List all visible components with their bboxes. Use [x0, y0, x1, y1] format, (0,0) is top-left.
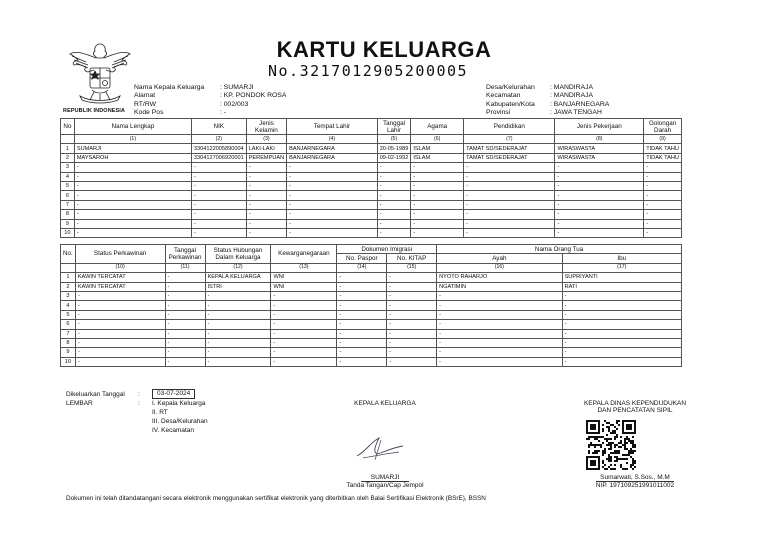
table-cell: -	[287, 181, 378, 190]
col-code: (16)	[437, 263, 562, 272]
table-cell: LAKI-LAKI	[246, 144, 286, 153]
table-cell: 3304127006920001	[191, 153, 246, 162]
table-cell: -	[337, 357, 387, 366]
lembar-item: III. Desa/Kelurahan	[152, 418, 208, 425]
table-cell: -	[555, 163, 644, 172]
issued-colon: :	[138, 390, 140, 398]
table-cell: -	[271, 291, 337, 300]
table-cell: -	[205, 338, 271, 347]
table-cell: 1	[61, 144, 75, 153]
field-value: : -	[220, 108, 227, 116]
table-cell: -	[411, 210, 464, 219]
table-cell: -	[555, 219, 644, 228]
table-cell: -	[271, 320, 337, 329]
table-cell: 8	[61, 210, 75, 219]
head-of-family-name-block	[300, 474, 470, 489]
table-cell: 5	[61, 181, 75, 190]
table-cell: -	[287, 172, 378, 181]
table-row	[61, 338, 682, 347]
col-code: (17)	[562, 263, 681, 272]
table-cell: KAWIN TERCATAT	[75, 273, 165, 282]
table-cell: -	[287, 163, 378, 172]
table-cell: ISTRI	[205, 282, 271, 291]
table-cell: 8	[61, 338, 76, 347]
col-code: (13)	[271, 263, 337, 272]
table-cell: -	[387, 282, 437, 291]
table-cell: -	[377, 163, 411, 172]
col-code: (11)	[165, 263, 205, 272]
table-cell: -	[165, 348, 205, 357]
table-cell: -	[271, 357, 337, 366]
col-code: (6)	[411, 135, 464, 144]
official-name: Sumarwati, S.Sos., M.M	[596, 474, 674, 482]
table-cell: -	[562, 320, 681, 329]
table-cell: -	[387, 348, 437, 357]
col-code: (3)	[246, 135, 286, 144]
table-cell: 6	[61, 320, 76, 329]
col-header: Tanggal Perkawinan	[165, 245, 205, 264]
official-title: KEPALA DINAS KEPENDUDUKAN	[583, 400, 687, 407]
table-cell: NGATIMIN	[437, 282, 562, 291]
table-cell: MAYSAROH	[74, 153, 191, 162]
head-of-family-signature	[300, 400, 470, 407]
field-value: : BANJARNEGARA	[550, 100, 610, 108]
table-cell: -	[165, 357, 205, 366]
table-row	[61, 172, 682, 181]
table-cell: -	[74, 181, 191, 190]
table-cell: -	[464, 210, 555, 219]
table-cell: -	[437, 338, 562, 347]
table-cell: WIRASWASTA	[555, 153, 644, 162]
table-cell: 5	[61, 310, 76, 319]
lembar-item: I. Kepala Keluarga	[152, 400, 206, 407]
table-cell: -	[205, 348, 271, 357]
col-header: Nama Lengkap	[74, 119, 191, 135]
table-cell: -	[387, 320, 437, 329]
table-cell: -	[464, 172, 555, 181]
col-header: Tanggal Lahir	[377, 119, 411, 135]
table-cell: -	[165, 282, 205, 291]
table-row	[61, 181, 682, 190]
table-cell: 6	[61, 191, 75, 200]
emblem-caption: REPUBLIK INDONESIA	[63, 108, 125, 114]
col-code: (14)	[337, 263, 387, 272]
table-cell: -	[555, 191, 644, 200]
col-code: (12)	[205, 263, 271, 272]
table-cell: -	[437, 310, 562, 319]
table-cell: -	[387, 338, 437, 347]
table-cell: 1	[61, 273, 76, 282]
table-cell: -	[437, 329, 562, 338]
table-cell: -	[287, 191, 378, 200]
issue-info	[66, 389, 208, 435]
field-label: Kabupaten/Kota	[486, 100, 535, 108]
table-cell: -	[387, 273, 437, 282]
table-cell: -	[377, 228, 411, 237]
field-label: Kecamatan	[486, 92, 521, 100]
table-cell: -	[387, 329, 437, 338]
table-cell: TAMAT SD/SEDERAJAT	[464, 144, 555, 153]
table-row	[61, 144, 682, 153]
table-cell: -	[644, 172, 682, 181]
table-cell: -	[555, 200, 644, 209]
col-header: Ayah	[437, 254, 562, 263]
table-cell: -	[555, 210, 644, 219]
table-cell: SUPRIYANTI	[562, 273, 681, 282]
table-row	[61, 357, 682, 366]
table-cell: -	[377, 191, 411, 200]
col-header: No. Paspor	[337, 254, 387, 263]
table-cell: -	[191, 228, 246, 237]
table-cell: -	[387, 310, 437, 319]
table-cell: -	[75, 338, 165, 347]
table-cell: -	[437, 320, 562, 329]
field-value: : MANDIRAJA	[550, 84, 594, 91]
table-cell: -	[191, 200, 246, 209]
col-code: (4)	[287, 135, 378, 144]
table-cell: -	[555, 181, 644, 190]
table-cell: -	[74, 228, 191, 237]
table-cell: -	[437, 348, 562, 357]
table-cell: -	[246, 163, 286, 172]
table-cell: -	[205, 357, 271, 366]
table-cell: -	[246, 172, 286, 181]
table-cell: -	[464, 228, 555, 237]
signer-caption: Tanda Tangan/Cap Jempol	[346, 482, 424, 489]
table-cell: 4	[61, 301, 76, 310]
table-cell: -	[271, 338, 337, 347]
table-cell: -	[377, 210, 411, 219]
table-cell: BANJARNEGARA	[287, 144, 378, 153]
table-cell: -	[75, 357, 165, 366]
table-cell: -	[287, 219, 378, 228]
col-header: Kewarganegaraan	[271, 245, 337, 264]
table-cell: BANJARNEGARA	[287, 153, 378, 162]
table-cell: -	[271, 329, 337, 338]
table-cell: -	[75, 310, 165, 319]
table-cell: 2	[61, 153, 75, 162]
lembar-item: II. RT	[152, 409, 168, 416]
table-cell: -	[75, 320, 165, 329]
field-value: : 002/003	[220, 100, 249, 108]
col-code: (7)	[464, 135, 555, 144]
table-cell: -	[464, 200, 555, 209]
field-value: : SUMARJI	[220, 84, 254, 91]
field-label: Provinsi	[486, 108, 511, 116]
lembar-label: LEMBAR	[66, 400, 93, 407]
table-cell: -	[411, 163, 464, 172]
table-cell: -	[287, 200, 378, 209]
table-cell: -	[411, 200, 464, 209]
table-cell: -	[337, 291, 387, 300]
table-cell: KAWIN TERCATAT	[75, 282, 165, 291]
table-cell: -	[411, 219, 464, 228]
table-cell: 9	[61, 348, 76, 357]
table-cell: TIDAK TAHU	[644, 144, 682, 153]
field-label: Kode Pos	[134, 108, 164, 116]
field-value: : MANDIRAJA	[550, 92, 594, 100]
table-cell: -	[191, 191, 246, 200]
col-code: (2)	[191, 135, 246, 144]
official-name-block	[540, 474, 730, 489]
table-cell: 20-05-1989	[377, 144, 411, 153]
col-header: No. KITAP	[387, 254, 437, 263]
table-cell: -	[75, 329, 165, 338]
electronic-signature-note: Dokumen ini telah ditandatangani secara elektronik menggunakan sertifikat elektronik yang diterbitkan oleh Balai Sertifikasi Elektronik (BSrE), BSSN	[66, 495, 486, 502]
issued-label: Dikeluarkan Tanggal	[66, 390, 125, 398]
table-cell: -	[75, 348, 165, 357]
table-cell: 3	[61, 291, 76, 300]
signature-icon	[355, 434, 405, 462]
table-cell: PEREMPUAN	[246, 153, 286, 162]
col-code: (15)	[387, 263, 437, 272]
table-cell: SUMARJI	[74, 144, 191, 153]
col-code: (5)	[377, 135, 411, 144]
table-cell: WIRASWASTA	[555, 144, 644, 153]
col-code	[61, 135, 75, 144]
table-cell: -	[205, 301, 271, 310]
table-cell: -	[74, 219, 191, 228]
table-cell: -	[191, 163, 246, 172]
table-cell: -	[337, 320, 387, 329]
table-cell: -	[437, 291, 562, 300]
col-header: Status Hubungan Dalam Keluarga	[205, 245, 271, 264]
col-header: Status Perkawinan	[75, 245, 165, 264]
table-row	[61, 200, 682, 209]
table-cell: -	[377, 172, 411, 181]
table-cell: TIDAK TAHU	[644, 153, 682, 162]
table-cell: -	[205, 329, 271, 338]
table-cell: -	[644, 163, 682, 172]
table-cell: -	[555, 172, 644, 181]
table-row	[61, 210, 682, 219]
col-header: No.	[61, 245, 76, 264]
table-cell: -	[464, 191, 555, 200]
header-left	[134, 84, 286, 117]
table-cell: -	[411, 228, 464, 237]
signer-name: SUMARJI	[361, 474, 410, 482]
field-value: : KP. PONDOK ROSA	[220, 92, 287, 100]
col-code	[61, 263, 76, 272]
table-cell: -	[411, 191, 464, 200]
col-header: Ibu	[562, 254, 681, 263]
table-cell: -	[411, 181, 464, 190]
col-header: Nama Orang Tua	[437, 245, 682, 254]
table-cell: -	[555, 228, 644, 237]
table-cell: -	[437, 301, 562, 310]
table-cell: 3304122005890004	[191, 144, 246, 153]
table-cell: -	[191, 210, 246, 219]
lembar-colon: :	[138, 400, 140, 407]
table-cell: -	[74, 163, 191, 172]
table-cell: -	[387, 357, 437, 366]
table-cell: ISLAM	[411, 144, 464, 153]
table-cell: -	[387, 291, 437, 300]
table-cell: -	[464, 163, 555, 172]
table-cell: -	[271, 310, 337, 319]
field-value: : JAWA TENGAH	[550, 108, 602, 116]
table-cell: -	[246, 219, 286, 228]
table-cell: 4	[61, 172, 75, 181]
table-cell: -	[271, 348, 337, 357]
table-cell: -	[205, 291, 271, 300]
table-cell: KEPALA KELUARGA	[205, 273, 271, 282]
table-row	[61, 219, 682, 228]
table-cell: NYOTO RAHARJO	[437, 273, 562, 282]
table-cell: -	[165, 338, 205, 347]
table-cell: -	[74, 200, 191, 209]
table-cell: -	[165, 320, 205, 329]
table-cell: WNI	[271, 282, 337, 291]
field-label: Desa/Kelurahan	[486, 84, 535, 91]
lembar-item: IV. Kecamatan	[152, 427, 195, 434]
table-cell: -	[644, 191, 682, 200]
table-cell: -	[411, 172, 464, 181]
family-members-table	[60, 118, 682, 238]
table-row	[61, 291, 682, 300]
table-cell: -	[644, 228, 682, 237]
col-header: Golongan Darah	[644, 119, 682, 135]
table-cell: -	[74, 191, 191, 200]
table-cell: -	[246, 210, 286, 219]
table-row	[61, 191, 682, 200]
table-cell: -	[165, 301, 205, 310]
table-row	[61, 153, 682, 162]
field-label: RT/RW	[134, 100, 157, 108]
table-cell: -	[74, 172, 191, 181]
table-cell: -	[644, 210, 682, 219]
qr-code-icon	[586, 420, 636, 470]
table-cell: WNI	[271, 273, 337, 282]
table-cell: 3	[61, 163, 75, 172]
table-cell: -	[337, 348, 387, 357]
table-cell: -	[562, 310, 681, 319]
table-row	[61, 329, 682, 338]
table-row	[61, 348, 682, 357]
table-cell: -	[74, 210, 191, 219]
table-cell: -	[337, 282, 387, 291]
table-cell: -	[271, 301, 337, 310]
table-cell: -	[562, 329, 681, 338]
col-header: NIK	[191, 119, 246, 135]
table-cell: -	[287, 228, 378, 237]
table-cell: -	[644, 219, 682, 228]
header-right	[486, 84, 609, 117]
col-header: Agama	[411, 119, 464, 135]
table-cell: -	[337, 338, 387, 347]
col-header: Tempat Lahir	[287, 119, 378, 135]
table-row	[61, 320, 682, 329]
table-cell: -	[377, 219, 411, 228]
official-title: DAN PENCATATAN SIPIL	[597, 407, 673, 414]
table-cell: -	[205, 310, 271, 319]
field-label: Alamat	[134, 92, 156, 100]
table-cell: -	[191, 172, 246, 181]
table-cell: -	[287, 210, 378, 219]
table-cell: 10	[61, 228, 75, 237]
table-cell: -	[562, 291, 681, 300]
table-cell: -	[165, 310, 205, 319]
table-row	[61, 310, 682, 319]
table-cell: -	[387, 301, 437, 310]
official-signature	[540, 400, 730, 414]
table-cell: -	[562, 357, 681, 366]
col-header: Jenis Kelamin	[246, 119, 286, 135]
table-cell: -	[644, 181, 682, 190]
table-cell: -	[191, 181, 246, 190]
table-cell: 2	[61, 282, 76, 291]
col-header: Jenis Pekerjaan	[555, 119, 644, 135]
col-header: Dokumen Imigrasi	[337, 245, 437, 254]
table-cell: -	[644, 200, 682, 209]
table-cell: TAMAT SD/SEDERAJAT	[464, 153, 555, 162]
table-cell: 9	[61, 219, 75, 228]
family-status-table	[60, 244, 682, 367]
document-title: KARTU KELUARGA	[276, 37, 492, 62]
table-cell: -	[464, 219, 555, 228]
table-row	[61, 282, 682, 291]
table-cell: -	[75, 301, 165, 310]
table-cell: 10	[61, 357, 76, 366]
col-code: (10)	[75, 263, 165, 272]
table-cell: -	[562, 301, 681, 310]
col-code: (1)	[74, 135, 191, 144]
table-cell: -	[165, 329, 205, 338]
table-cell: -	[337, 301, 387, 310]
table-cell: -	[377, 200, 411, 209]
table-row	[61, 163, 682, 172]
table-cell: -	[246, 200, 286, 209]
col-code: (8)	[555, 135, 644, 144]
col-header: Pendidikan	[464, 119, 555, 135]
table-cell: -	[246, 181, 286, 190]
table-cell: -	[562, 348, 681, 357]
table-row	[61, 301, 682, 310]
issued-date: 03-07-2024	[152, 389, 195, 399]
table-cell: 7	[61, 329, 76, 338]
col-code: (9)	[644, 135, 682, 144]
table-cell: 7	[61, 200, 75, 209]
table-cell: -	[337, 329, 387, 338]
table-cell: -	[75, 291, 165, 300]
table-cell: ISLAM	[411, 153, 464, 162]
table-cell: -	[337, 273, 387, 282]
table-row	[61, 273, 682, 282]
col-header: No	[61, 119, 75, 135]
table-cell: -	[464, 181, 555, 190]
table-cell: -	[437, 357, 562, 366]
signer-title: KEPALA KELUARGA	[354, 400, 416, 407]
table-cell: RATI	[562, 282, 681, 291]
table-cell: -	[246, 228, 286, 237]
table-cell: -	[191, 219, 246, 228]
table-cell: -	[205, 320, 271, 329]
document-number: No.3217012905200005	[268, 62, 469, 80]
table-cell: -	[246, 191, 286, 200]
table-cell: -	[377, 181, 411, 190]
table-cell: 09-02-1992	[377, 153, 411, 162]
field-label: Nama Kepala Keluarga	[134, 84, 205, 91]
table-cell: -	[337, 310, 387, 319]
table-cell: -	[562, 338, 681, 347]
table-cell: -	[165, 291, 205, 300]
official-nip: NIP. 197109251991011002	[595, 482, 675, 489]
table-cell: -	[165, 273, 205, 282]
table-row	[61, 228, 682, 237]
